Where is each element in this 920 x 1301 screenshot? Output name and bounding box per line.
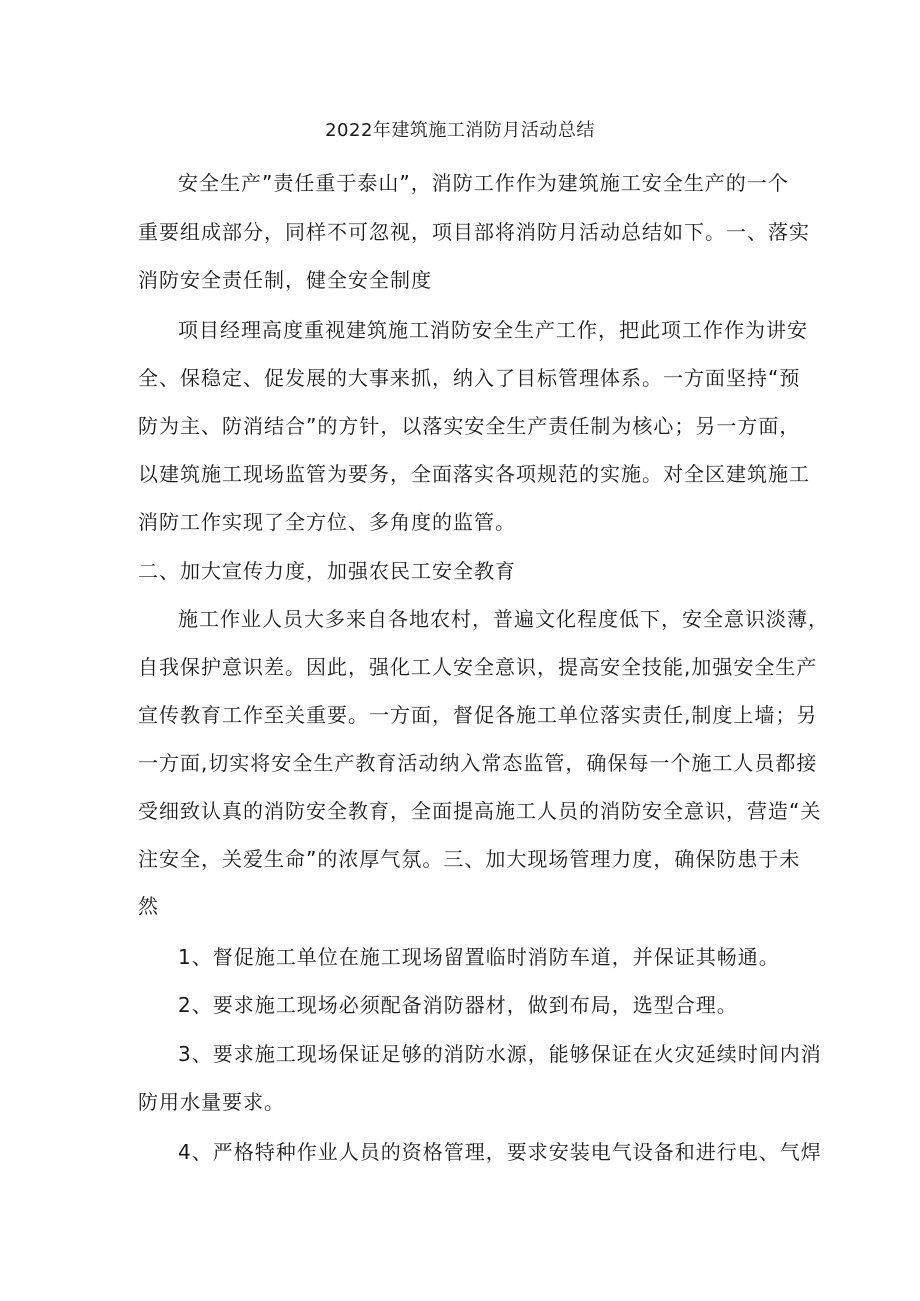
document-title: 2022年建筑施工消防月活动总结 (325, 120, 595, 141)
text-line: 施工作业人员大多来自各地农村，普遍文化程度低下，安全意识淡薄， (178, 607, 829, 631)
text-line: 重要组成部分，同样不可忽视，项目部将消防月活动总结如下。一、落实 (138, 220, 810, 244)
text-line: 防用水量要求。 (138, 1090, 285, 1114)
text-line: 受细致认真的消防安全教育，全面提高施工人员的消防安全意识，营造“关 (138, 799, 822, 823)
text-line: 宣传教育工作至关重要。一方面，督促各施工单位落实责任,制度上墙；另 (138, 703, 818, 727)
text-line: 安全生产”责任重于泰山”，消防工作作为建筑施工安全生产的一个 (178, 171, 789, 195)
list-item: 4、严格特种作业人员的资格管理，要求安装电气设备和进行电、气焊 (178, 1140, 822, 1164)
text-line: 自我保护意识差。因此，强化工人安全意识，提高安全技能,加强安全生产 (138, 655, 818, 679)
list-item: 3、要求施工现场保证足够的消防水源，能够保证在火灾延续时间内消 (178, 1042, 822, 1066)
text-line: 消防安全责任制，健全安全制度 (138, 268, 432, 292)
section-heading: 二、加大宣传力度，加强农民工安全教育 (138, 559, 516, 583)
list-item: 1、督促施工单位在施工现场留置临时消防车道，并保证其畅通。 (178, 945, 780, 969)
text-line: 然 (138, 894, 159, 918)
list-item: 2、要求施工现场必须配备消防器材，做到布局，选型合理。 (178, 993, 738, 1017)
text-line: 注安全，关爱生命”的浓厚气氛。三、加大现场管理力度，确保防患于未 (138, 847, 801, 871)
text-line: 一方面,切实将安全生产教育活动纳入常态监管，确保每一个施工人员都接 (138, 751, 818, 775)
text-line: 防为主、防消结合”的方针，以落实安全生产责任制为核心；另一方面， (138, 414, 801, 438)
text-line: 全、保稳定、促发展的大事来抓，纳入了目标管理体系。一方面坚持“预 (138, 366, 801, 390)
text-line: 消防工作实现了全方位、多角度的监管。 (138, 510, 516, 534)
text-line: 项目经理高度重视建筑施工消防安全生产工作，把此项工作作为讲安 (178, 318, 808, 342)
text-line: 以建筑施工现场监管为要务，全面落实各项规范的实施。对全区建筑施工 (138, 462, 810, 486)
